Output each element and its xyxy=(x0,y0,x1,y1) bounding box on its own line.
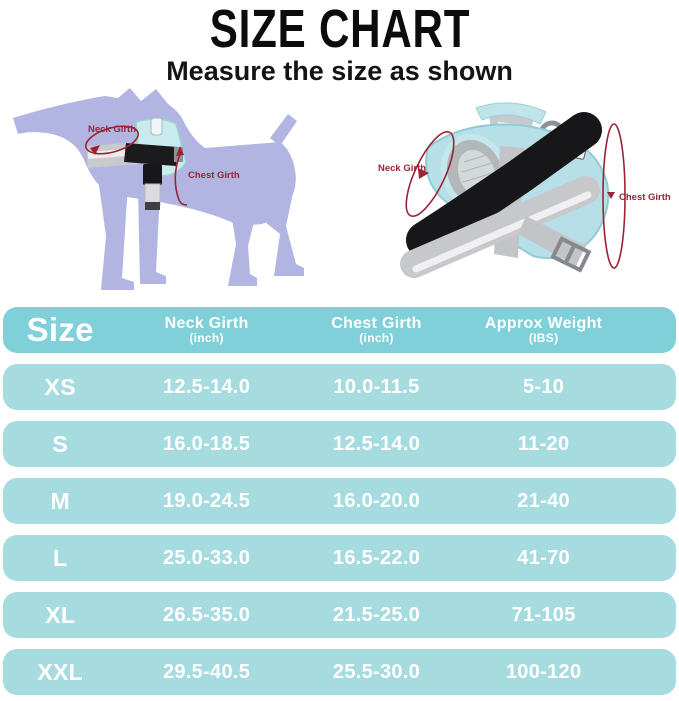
column-header-unit: (IBS) xyxy=(528,331,559,345)
neck-girth-cell: 26.5-35.0 xyxy=(162,603,251,626)
dog-neck-girth-label: Neck Girth xyxy=(87,124,137,135)
neck-girth-cell: 25.0-33.0 xyxy=(162,546,251,569)
dog-chest-girth-label: Chest Girth xyxy=(188,170,240,181)
size-cell: XL xyxy=(45,601,76,628)
table-row xyxy=(3,535,676,581)
size-cell: XS xyxy=(44,373,76,400)
size-cell: M xyxy=(50,487,70,514)
size-cell: XXL xyxy=(37,658,84,685)
page-subtitle: Measure the size as shown xyxy=(166,56,513,86)
table-header-row xyxy=(3,307,676,353)
table-row xyxy=(3,421,676,467)
table-row xyxy=(3,649,676,695)
chest-girth-cell: 12.5-14.0 xyxy=(332,432,421,455)
harness-product xyxy=(414,103,608,270)
column-header-chest-girth xyxy=(296,315,458,345)
neck-girth-cell: 16.0-18.5 xyxy=(162,432,251,455)
column-header-unit: (inch) xyxy=(189,331,224,345)
header xyxy=(0,0,679,86)
dog-diagram xyxy=(0,88,330,303)
measurement-illustrations xyxy=(0,88,679,303)
weight-cell: 21-40 xyxy=(517,489,570,512)
chest-girth-cell: 10.0-11.5 xyxy=(333,375,420,398)
neck-girth-cell: 29.5-40.5 xyxy=(162,660,251,683)
size-table xyxy=(3,307,676,695)
column-header-unit: (inch) xyxy=(359,331,394,345)
chest-girth-cell: 25.5-30.0 xyxy=(332,660,421,683)
table-row xyxy=(3,592,676,638)
column-header-approx-weight xyxy=(457,315,676,345)
page-title: SIZE CHART xyxy=(209,0,470,59)
weight-cell: 41-70 xyxy=(517,546,570,569)
size-cell: L xyxy=(53,544,68,571)
weight-cell: 100-120 xyxy=(505,660,582,683)
column-header-label: Chest Girth xyxy=(331,315,422,332)
column-header-label: Neck Girth xyxy=(164,315,249,332)
table-row xyxy=(3,364,676,410)
column-header-neck-girth xyxy=(117,315,295,345)
size-cell: S xyxy=(52,430,69,457)
harness-diagram xyxy=(330,88,679,303)
column-header-size: Size xyxy=(26,311,94,348)
weight-cell: 5-10 xyxy=(523,375,565,398)
column-header-label: Approx Weight xyxy=(484,315,603,332)
table-row xyxy=(3,478,676,524)
harness-neck-girth-label: Neck Girth xyxy=(378,163,427,174)
neck-girth-cell: 12.5-14.0 xyxy=(162,375,251,398)
weight-cell: 71-105 xyxy=(511,603,576,626)
harness-chest-girth-label: Chest Girth xyxy=(619,192,671,203)
chest-girth-cell: 21.5-25.0 xyxy=(332,603,421,626)
neck-girth-cell: 19.0-24.5 xyxy=(162,489,251,512)
weight-cell: 11-20 xyxy=(517,432,570,455)
chest-girth-cell: 16.0-20.0 xyxy=(332,489,421,512)
chest-girth-cell: 16.5-22.0 xyxy=(332,546,421,569)
